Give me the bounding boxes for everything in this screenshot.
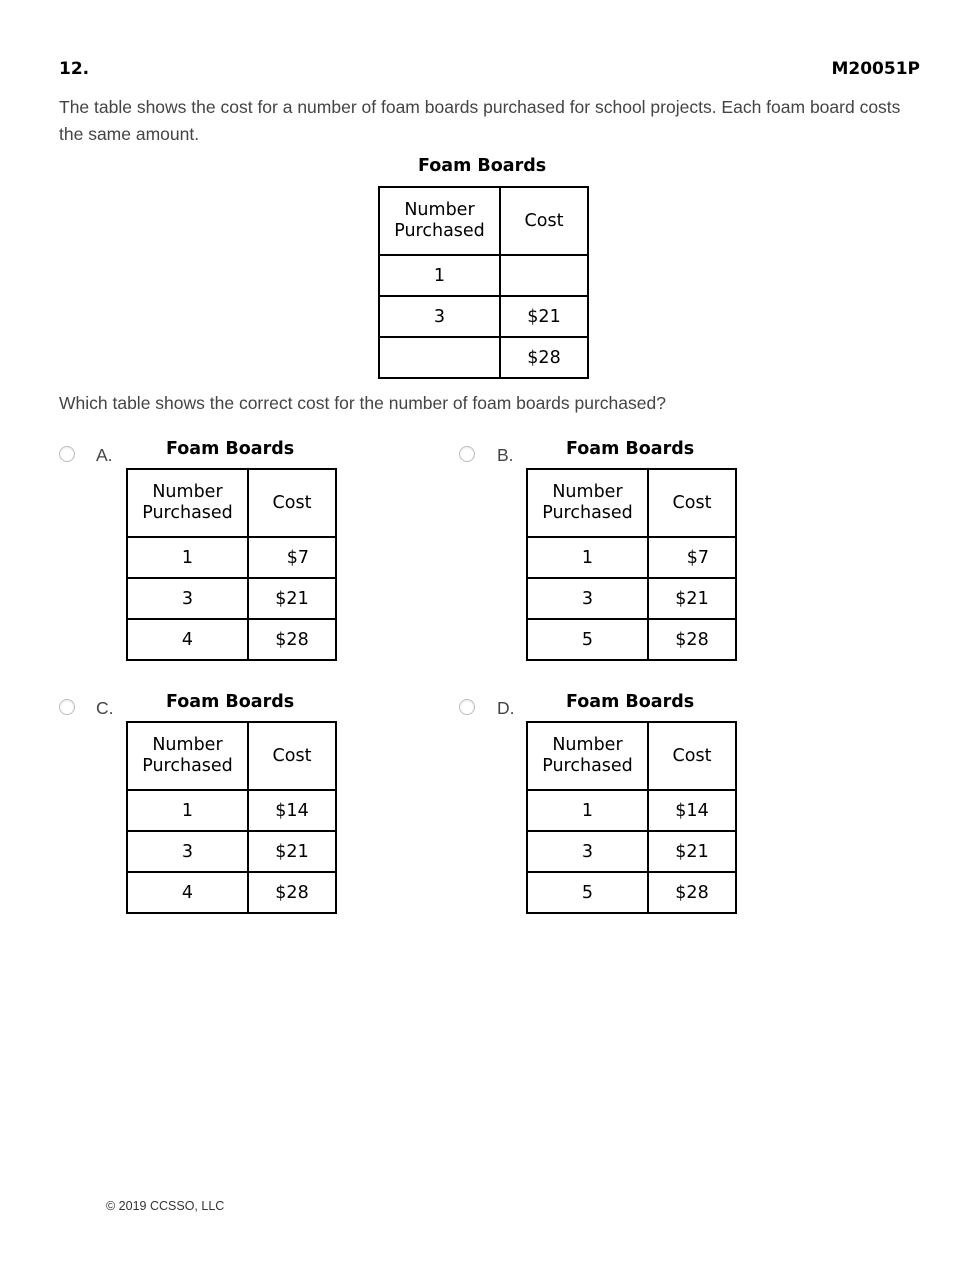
table-header-row xyxy=(127,722,336,790)
header-number-purchased: Number Purchased xyxy=(527,469,648,537)
cell-cost: $14 xyxy=(248,790,336,831)
option-b-table-title: Foam Boards xyxy=(566,439,695,459)
option-a-table xyxy=(126,468,337,661)
option-c-table-title: Foam Boards xyxy=(166,692,295,712)
cell-cost: $28 xyxy=(248,872,336,913)
cell-number: 5 xyxy=(527,619,648,660)
cell-cost: $7 xyxy=(248,537,336,578)
cell-cost: $28 xyxy=(248,619,336,660)
cell-number: 1 xyxy=(127,790,248,831)
table-row xyxy=(127,619,336,660)
cell-number xyxy=(379,337,500,378)
option-d-table-title: Foam Boards xyxy=(566,692,695,712)
cell-number: 1 xyxy=(127,537,248,578)
header-cost: Cost xyxy=(248,469,336,537)
table-header-row xyxy=(379,187,588,255)
cell-cost xyxy=(500,255,588,296)
table-row xyxy=(527,790,736,831)
header-cost: Cost xyxy=(500,187,588,255)
option-c-radio[interactable] xyxy=(59,699,75,715)
cell-number: 1 xyxy=(379,255,500,296)
option-b-table xyxy=(526,468,737,661)
option-d-table xyxy=(526,721,737,914)
table-header-row xyxy=(527,722,736,790)
question-prompt: The table shows the cost for a number of foam boards purchased for school projects. Each foam board costs the same amount. xyxy=(59,97,901,144)
table-header-row xyxy=(527,469,736,537)
cell-cost: $21 xyxy=(248,831,336,872)
cell-number: 1 xyxy=(527,790,648,831)
table-row xyxy=(527,872,736,913)
cell-cost: $14 xyxy=(648,790,736,831)
table-row xyxy=(527,619,736,660)
cell-number: 1 xyxy=(527,537,648,578)
cell-cost: $21 xyxy=(500,296,588,337)
cell-number: 3 xyxy=(527,831,648,872)
option-d-radio[interactable] xyxy=(459,699,475,715)
header-cost: Cost xyxy=(648,469,736,537)
option-b-radio[interactable] xyxy=(459,446,475,462)
cell-cost: $21 xyxy=(248,578,336,619)
cell-number: 3 xyxy=(527,578,648,619)
cell-cost: $21 xyxy=(648,831,736,872)
question-number: 12. xyxy=(59,59,90,79)
table-row xyxy=(527,831,736,872)
option-d-letter: D. xyxy=(497,698,515,718)
cell-cost: $21 xyxy=(648,578,736,619)
cell-cost: $28 xyxy=(648,872,736,913)
table-row xyxy=(127,872,336,913)
header-number-purchased: Number Purchased xyxy=(127,722,248,790)
table-row xyxy=(127,790,336,831)
table-row xyxy=(527,537,736,578)
option-a-letter: A. xyxy=(96,445,113,465)
table-row xyxy=(379,337,588,378)
cell-cost: $28 xyxy=(648,619,736,660)
header-number-purchased: Number Purchased xyxy=(127,469,248,537)
header-cost: Cost xyxy=(248,722,336,790)
cell-cost: $28 xyxy=(500,337,588,378)
option-c-table xyxy=(126,721,337,914)
header-number-purchased: Number Purchased xyxy=(527,722,648,790)
stem-table xyxy=(378,186,589,379)
table-row xyxy=(127,578,336,619)
cell-number: 4 xyxy=(127,619,248,660)
option-c-letter: C. xyxy=(96,698,114,718)
item-code: M20051P xyxy=(831,59,920,79)
table-row xyxy=(379,296,588,337)
option-b-letter: B. xyxy=(497,445,514,465)
table-row xyxy=(127,537,336,578)
header-number-purchased: Number Purchased xyxy=(379,187,500,255)
cell-number: 4 xyxy=(127,872,248,913)
table-row xyxy=(127,831,336,872)
table-row xyxy=(379,255,588,296)
cell-number: 3 xyxy=(127,831,248,872)
cell-cost: $7 xyxy=(648,537,736,578)
stem-table-title: Foam Boards xyxy=(418,156,547,176)
copyright-footer: © 2019 CCSSO, LLC xyxy=(106,1199,225,1213)
table-header-row xyxy=(127,469,336,537)
cell-number: 5 xyxy=(527,872,648,913)
header-cost: Cost xyxy=(648,722,736,790)
option-a-radio[interactable] xyxy=(59,446,75,462)
cell-number: 3 xyxy=(127,578,248,619)
cell-number: 3 xyxy=(379,296,500,337)
table-row xyxy=(527,578,736,619)
question-text: Which table shows the correct cost for the number of foam boards purchased? xyxy=(59,393,666,413)
option-a-table-title: Foam Boards xyxy=(166,439,295,459)
